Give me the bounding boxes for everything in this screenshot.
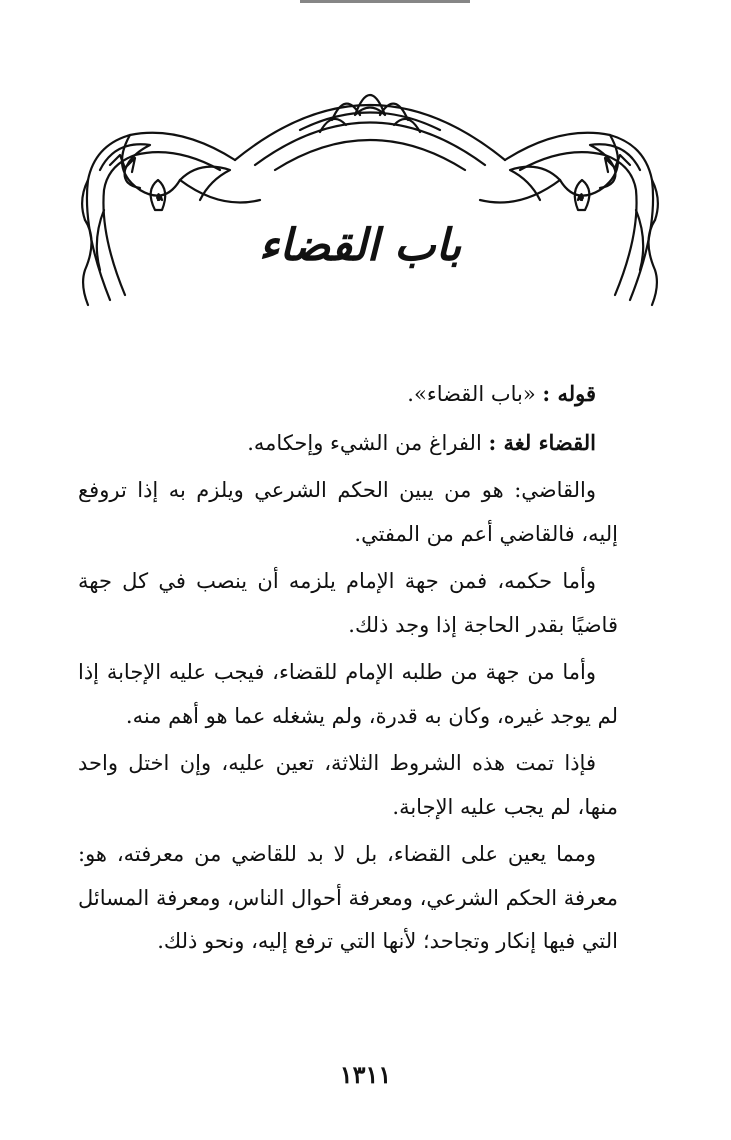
paragraph-7-text: ومما يعين على القضاء، بل لا بد للقاضي من معرفته، هو: معرفة الحكم الشرعي، ومعرفة أحوال الناس، ومعرفة المسائل التي فيها إنكار وتجاحد؛ لأنها التي ترفع إليه، ونحو ذلك.: [78, 842, 618, 953]
paragraph-1-label: قوله :: [542, 381, 596, 406]
paragraph-5-text: وأما من جهة من طلبه الإمام للقضاء، فيجب عليه الإجابة إذا لم يوجد غيره، وكان به قدرة، ولم يشغله عما هو أهم منه.: [78, 660, 618, 728]
paragraph-7: [78, 833, 618, 964]
paragraph-6-text: فإذا تمت هذه الشروط الثلاثة، تعين عليه، وإن اختل واحد منها، لم يجب عليه الإجابة.: [78, 751, 618, 819]
paragraph-6: [78, 742, 618, 829]
paragraph-4-text: وأما حكمه، فمن جهة الإمام يلزمه أن ينصب في كل جهة قاضيًا بقدر الحاجة إذا وجد ذلك.: [78, 569, 618, 637]
chapter-ornament-frame: [70, 70, 670, 315]
chapter-title: باب القضاء: [258, 220, 462, 271]
paragraph-3: [78, 469, 618, 556]
page-number: ١٣١١: [339, 1060, 392, 1089]
paragraph-4: [78, 560, 618, 647]
paragraph-2-label: القضاء لغة :: [488, 429, 596, 455]
top-edge-mark: [300, 0, 470, 9]
body-text: [78, 372, 618, 968]
paragraph-1-text: «باب القضاء».: [407, 382, 536, 406]
paragraph-5: [78, 651, 618, 738]
paragraph-2: [78, 421, 618, 466]
paragraph-1: [78, 372, 618, 417]
paragraph-3-text: والقاضي: هو من يبين الحكم الشرعي ويلزم به إذا تروفع إليه، فالقاضي أعم من المفتي.: [78, 478, 618, 546]
paragraph-2-text: الفراغ من الشيء وإحكامه.: [247, 430, 482, 455]
